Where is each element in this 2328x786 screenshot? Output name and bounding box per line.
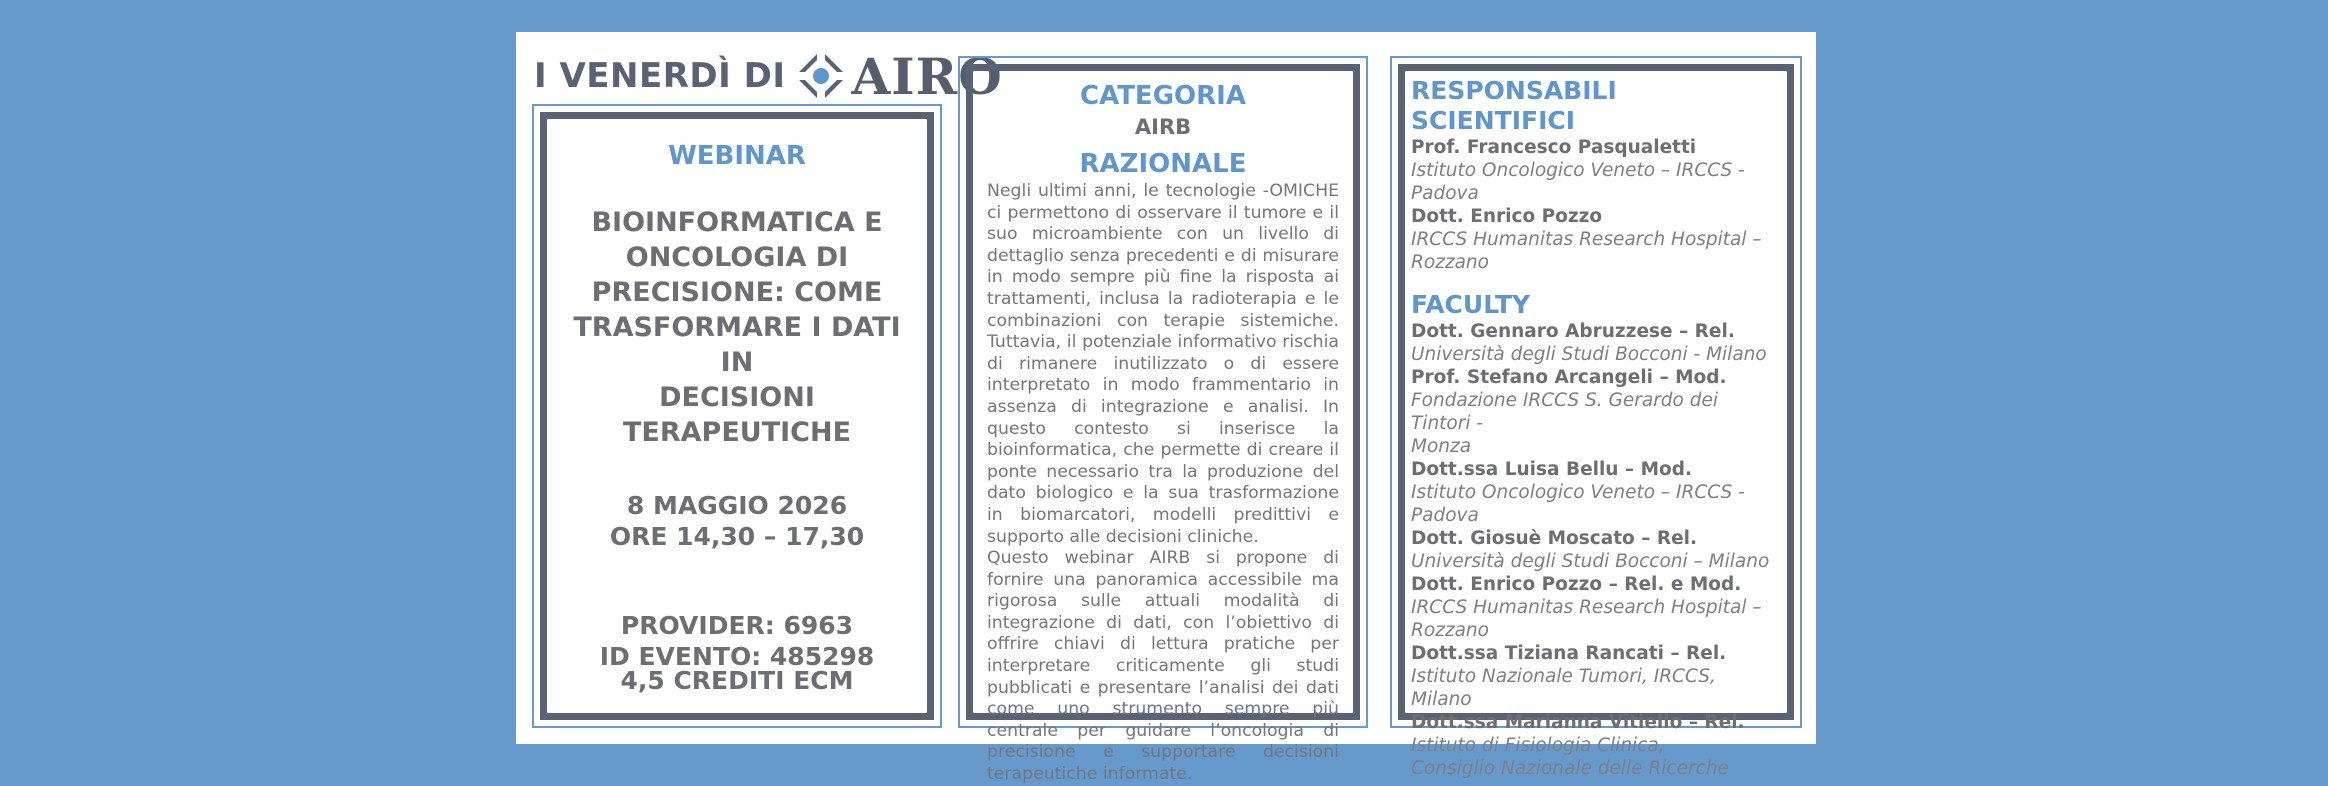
person-affiliation: IRCCS Humanitas Research Hospital – Rozzano <box>1411 229 1762 273</box>
logo-brand: AIRO <box>851 46 1003 106</box>
airo-logo <box>534 48 1003 104</box>
person-affiliation: Istituto di Fisiologia Clinica, Consiglio Nazionale delle Ricerche <box>1411 735 1729 779</box>
rationale-heading: RAZIONALE <box>1079 149 1247 179</box>
rationale-paragraph: Negli ultimi anni, le tecnologie -OMICHE ci permettono di osservare il tumore e il suo microambiente con un livello di dettaglio senza precedenti e di misurare in modo sempre più fine la risposta ai trattamenti, inclusa la radioterapia e le combinazioni con terapie sistemiche. Tuttavia, il potenziale informativo rischia di rimanere inutilizzato o di essere interpretato in modo frammentario in assenza di integrazione e analisi. In questo contesto si inserisce la bioinformatica, che permette di creare il ponte necessario tra la produzione del dato biologico e la sua trasformazione in biomarcatori, modelli predittivi e supporto alle decisioni cliniche. <box>987 181 1339 547</box>
airo-logo-mark-icon <box>795 50 847 102</box>
title-line: BIOINFORMATICA E <box>591 207 883 238</box>
event-date: 8 MAGGIO 2026 <box>626 491 848 520</box>
faculty-heading: FACULTY <box>1411 290 1531 319</box>
person-name: Dott.ssa Tiziana Rancati – Rel. <box>1411 643 1727 664</box>
person-affiliation: IRCCS Humanitas Research Hospital – Rozzano <box>1411 597 1762 641</box>
person-affiliation: Istituto Oncologico Veneto – IRCCS - Padova <box>1411 482 1745 526</box>
rationale-body <box>987 181 1339 786</box>
title-line: ONCOLOGIA DI <box>625 242 849 273</box>
event-time: ORE 14,30 – 17,30 <box>609 522 865 551</box>
category-value: AIRB <box>1134 115 1192 139</box>
person-affiliation: Fondazione IRCCS S. Gerardo dei Tintori - Monza <box>1411 390 1719 457</box>
webinar-tag: WEBINAR <box>668 141 806 171</box>
rationale-panel <box>958 56 1368 785</box>
event-codes <box>547 610 927 672</box>
event-datetime <box>547 490 927 552</box>
ecm-credits: 4,5 CREDITI ECM <box>620 666 854 695</box>
person-name: Dott.ssa Luisa Bellu – Mod. <box>1411 459 1692 480</box>
title-line: DECISIONI TERAPEUTICHE <box>622 382 852 448</box>
person-name: Dott.ssa Marianna Vitiello – Rel. <box>1411 712 1745 733</box>
provider-code: PROVIDER: 6963 <box>620 611 854 640</box>
title-line: TRASFORMARE I DATI IN <box>573 312 901 378</box>
person-affiliation: Università degli Studi Bocconi – Milano <box>1411 551 1770 572</box>
webinar-panel <box>532 104 942 728</box>
event-id: ID EVENTO: 485298 <box>599 642 875 671</box>
person-name: Dott. Enrico Pozzo <box>1411 206 1603 227</box>
person-affiliation: Istituto Nazionale Tumori, IRCCS, Milano <box>1411 666 1716 710</box>
person-name: Dott. Giosuè Moscato – Rel. <box>1411 528 1698 549</box>
faculty-panel <box>1390 56 1802 779</box>
person-affiliation: Università degli Studi Bocconi - Milano <box>1411 344 1767 365</box>
faculty-panel-content <box>1405 71 1787 779</box>
webinar-panel-content <box>547 119 927 713</box>
logo-prefix: I VENERDÌ DI <box>534 56 786 96</box>
rationale-paragraph: Questo webinar AIRB si propone di fornire una panoramica accessibile ma rigorosa sulle attuali modalità di integrazione di dati, con l’obiettivo di offrire chiavi di lettura pratiche per interpretare criticamente gli studi pubblicati e presentare l’analisi dei dati come uno strumento sempre più centrale per guidare l’oncologia di precisione e supportare decisioni terapeutiche informate. <box>987 548 1339 785</box>
person-name: Prof. Francesco Pasqualetti <box>1411 137 1697 158</box>
person-name: Dott. Enrico Pozzo – Rel. e Mod. <box>1411 574 1742 595</box>
webinar-title <box>547 205 927 450</box>
category-heading: CATEGORIA <box>1080 81 1246 111</box>
person-affiliation: Istituto Oncologico Veneto – IRCCS - Padova <box>1411 160 1745 204</box>
title-line: PRECISIONE: COME <box>591 277 883 308</box>
person-name: Dott. Gennaro Abruzzese – Rel. <box>1411 321 1735 342</box>
person-name: Prof. Stefano Arcangeli – Mod. <box>1411 367 1727 388</box>
scientific-heading: RESPONSABILI SCIENTIFICI <box>1411 76 1617 135</box>
rationale-panel-content <box>973 71 1353 785</box>
